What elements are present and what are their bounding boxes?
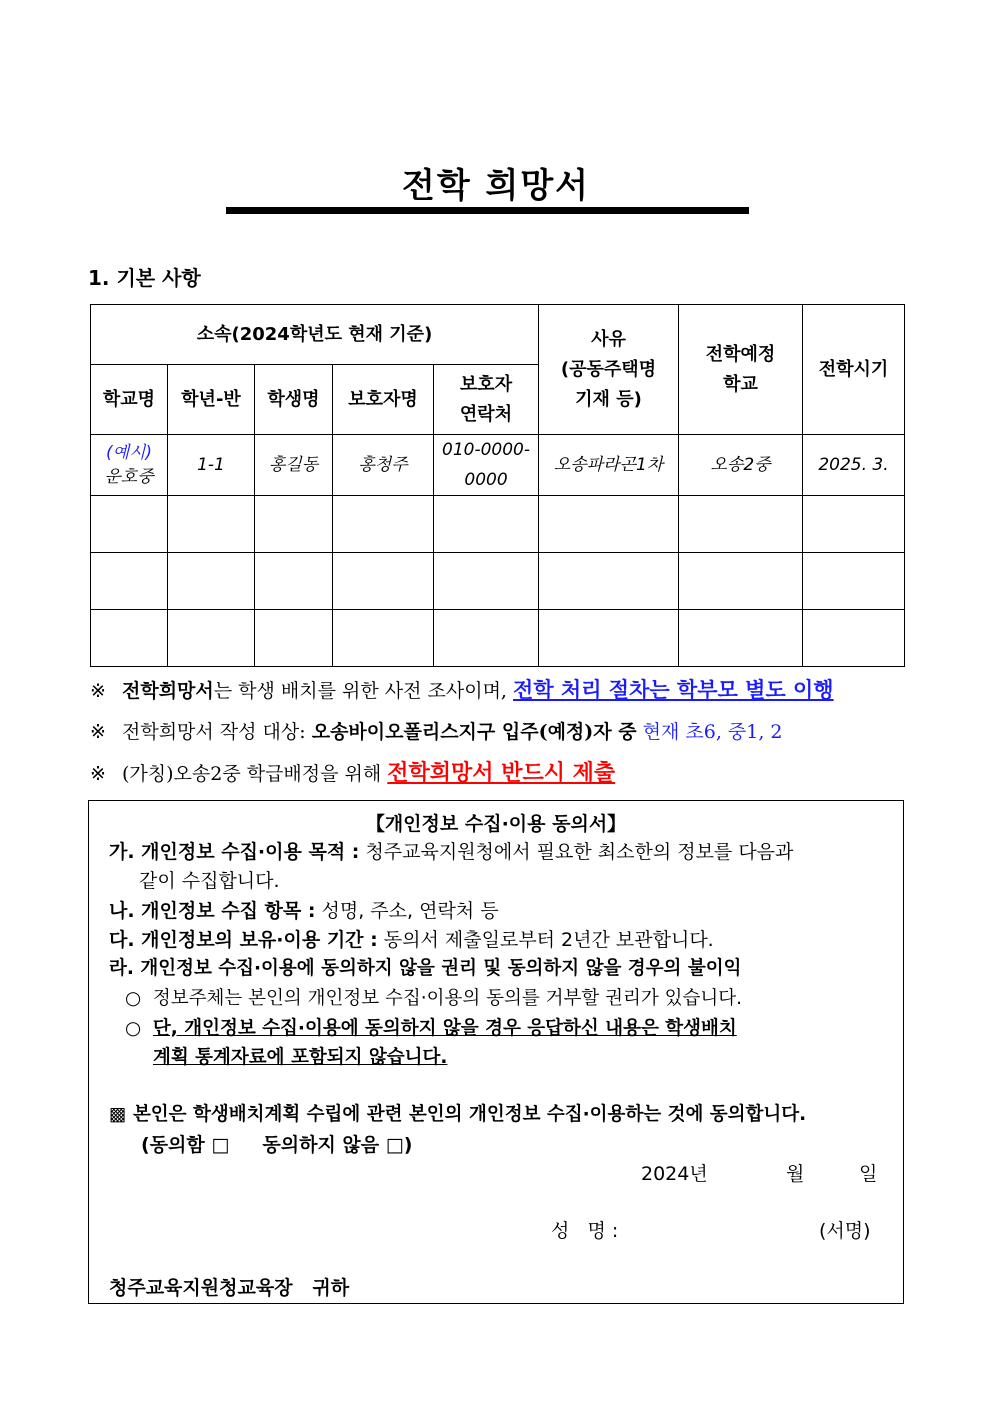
guardian-contact-header: 보호자 연락처: [434, 365, 539, 435]
consent-ga-text: 청주교육지원청에서 필요한 최소한의 정보를 다음과: [365, 841, 794, 863]
example-period: 2025. 3.: [803, 435, 905, 496]
input-cell[interactable]: [91, 553, 168, 610]
input-cell[interactable]: [168, 553, 255, 610]
input-cell[interactable]: [255, 496, 333, 553]
consent-na-text: 성명, 주소, 연락처 등: [321, 900, 499, 922]
example-row: [91, 435, 905, 496]
input-cell[interactable]: [333, 496, 434, 553]
notes: [90, 675, 920, 801]
input-cell[interactable]: [539, 496, 679, 553]
input-cell[interactable]: [803, 496, 905, 553]
target-school-header: 전학예정 학교: [679, 305, 803, 435]
input-cell[interactable]: [434, 496, 539, 553]
consent-item-da: [109, 925, 714, 952]
input-cell[interactable]: [255, 610, 333, 667]
section-title: 1. 기본 사항: [88, 266, 201, 290]
note-1-emphasis: 전학 처리 절차는 학부모 별도 이행: [513, 678, 834, 702]
example-target-school: 오송2중: [679, 435, 803, 496]
note-1-bold: 전학희망서: [122, 680, 214, 702]
consent-recipient: 청주교육지원청교육장 귀하: [109, 1277, 350, 1299]
note-3-text: (가칭)오송2중 학급배정을 위해: [122, 763, 382, 785]
input-cell[interactable]: [91, 496, 168, 553]
consent-agree-statement: [109, 1100, 806, 1126]
title-underline: [226, 207, 749, 214]
note-2-emphasis: 현재 초6, 중1, 2: [642, 721, 783, 743]
transfer-info-table: [90, 304, 905, 667]
consent-ra-label: 라. 개인정보 수집·이용에 동의하지 않을 권리 및 동의하지 않을 경우의 불이익: [109, 958, 742, 979]
consent-agree-option[interactable]: (동의함 □ 동의하지 않음 □): [141, 1134, 413, 1156]
input-cell[interactable]: [803, 553, 905, 610]
input-cell[interactable]: [434, 553, 539, 610]
note-2-bold: 오송바이오폴리스지구 입주(예정)자 중: [311, 721, 637, 743]
agree-mark-icon: ▩: [109, 1104, 127, 1125]
affiliation-group-header: 소속(2024학년도 현재 기준): [91, 305, 539, 365]
transfer-period-header: 전학시기: [803, 305, 905, 435]
example-guardian: 홍청주: [333, 435, 434, 496]
consent-title: 【개인정보 수집·이용 동의서】: [365, 813, 627, 835]
input-cell[interactable]: [679, 553, 803, 610]
note-3-emphasis: 전학희망서 반드시 제출: [387, 761, 616, 786]
example-student: 홍길동: [255, 435, 333, 496]
input-cell[interactable]: [333, 553, 434, 610]
input-cell[interactable]: [539, 553, 679, 610]
school-name-header: 학교명: [91, 365, 168, 435]
consent-box: [88, 800, 904, 1304]
page-title: 전학 희망서: [401, 166, 591, 206]
reason-header: 사유 (공동주택명 기재 등): [539, 305, 679, 435]
input-cell[interactable]: [91, 610, 168, 667]
consent-da-label: 다. 개인정보의 보유·이용 기간 :: [109, 929, 378, 951]
input-cell[interactable]: [539, 610, 679, 667]
consent-agree-text: 본인은 학생배치계획 수립에 관련 본인의 개인정보 수집·이용하는 것에 동의합니다.: [132, 1104, 807, 1125]
student-name-header: 학생명: [255, 365, 333, 435]
input-cell[interactable]: [803, 610, 905, 667]
consent-month: 월: [786, 1163, 805, 1185]
example-school-cell: [91, 435, 168, 496]
example-grade-class: 1-1: [168, 435, 255, 496]
consent-ga-label: 가. 개인정보 수집·이용 목적 :: [109, 841, 360, 863]
note-mark: ※: [90, 721, 106, 743]
grade-class-header: 학년-반: [168, 365, 255, 435]
consent-bullet-1: [125, 984, 742, 1010]
input-cell[interactable]: [333, 610, 434, 667]
note-1-text: 는 학생 배치를 위한 사전 조사이며,: [213, 680, 507, 702]
consent-da-text: 동의서 제출일로부터 2년간 보관합니다.: [383, 929, 714, 951]
input-row-1: [91, 496, 905, 553]
input-cell[interactable]: [679, 610, 803, 667]
note-mark: ※: [90, 680, 106, 702]
consent-name-label: 성 명 :: [551, 1220, 619, 1242]
input-cell[interactable]: [679, 496, 803, 553]
consent-item-na: [109, 896, 499, 923]
input-cell[interactable]: [434, 610, 539, 667]
example-reason: 오송파라곤1차: [539, 435, 679, 496]
guardian-name-header: 보호자명: [333, 365, 434, 435]
consent-signature[interactable]: (서명): [819, 1220, 871, 1242]
input-cell[interactable]: [168, 496, 255, 553]
consent-bullet-2-text-2: 계획 통계자료에 포함되지 않습니다.: [153, 1047, 448, 1068]
consent-bullet-1-text: 정보주체는 본인의 개인정보 수집·이용의 동의를 거부할 권리가 있습니다.: [152, 988, 742, 1009]
input-row-2: [91, 553, 905, 610]
consent-ga-text-2: 같이 수집합니다.: [139, 870, 280, 892]
example-contact: 010-0000- 0000: [434, 435, 539, 496]
note-2: [90, 717, 920, 759]
example-school: 운호중: [104, 467, 154, 487]
input-cell[interactable]: [255, 553, 333, 610]
note-2-text: 전학희망서 작성 대상:: [122, 721, 306, 743]
bullet-icon: ○: [125, 1018, 142, 1039]
consent-item-ga: [109, 837, 793, 864]
consent-bullet-2-text: 단, 개인정보 수집·이용에 동의하지 않을 경우 응답하신 내용은 학생배치: [152, 1018, 737, 1039]
note-3: [90, 759, 920, 801]
input-cell[interactable]: [168, 610, 255, 667]
consent-bullet-2: [125, 1014, 737, 1040]
example-label: (예시): [105, 443, 153, 463]
consent-year: 2024년: [641, 1163, 708, 1185]
consent-day: 일: [859, 1163, 878, 1185]
consent-na-label: 나. 개인정보 수집 항목 :: [109, 900, 316, 922]
input-row-3: [91, 610, 905, 667]
note-1: [90, 675, 920, 717]
bullet-icon: ○: [125, 988, 142, 1009]
note-mark: ※: [90, 763, 106, 785]
